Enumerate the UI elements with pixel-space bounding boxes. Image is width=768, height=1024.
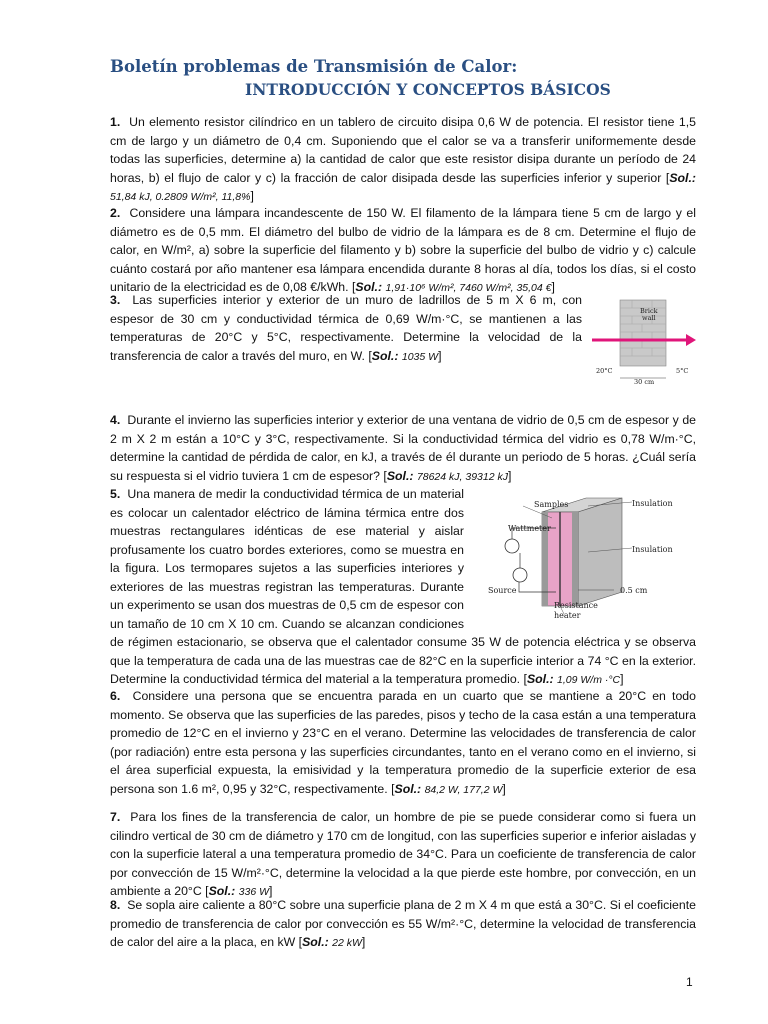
solution-value: 1,09 W/m ·°C [557,674,621,686]
problem-2: 2. Considere una lámpara incandescente de 150 W. El filamento de la lámpara tiene 5 cm de largo y el diámetro es de 0,5 mm. El diámetro del bulbo de vidrio de la lámpara es de 8 cm. Determine el flujo de calor, en W/m², a) sobre la superficie del filamento y b) sobre la superficie del bulbo de vidrio y c) calcule cuánto costará por año mantener esa lámpara encendida durante 8 horas al día, todos los días, si el costo unitario de la electricidad es de 0,08 €/kWh. [Sol.: 1,91·10⁶ W/m², 7460 W/m², 35,04 €] [110,206,696,294]
problem-text: Se sopla aire caliente a 80°C sobre una superficie plana de 2 m X 4 m que está a 30°C. Si el coeficiente promedio de transferencia de calor por convección es 55 W/m²·°C, determine la velocidad de transferencia de calor del aire a la placa, en kW [110,898,696,949]
solution-label: Sol.: [669,170,696,185]
brick-wall-figure [592,294,702,394]
problem-4: 4. Durante el invierno las superficies interior y exterior de una ventana de vidrio de 0,5 cm de espesor y de 2 m X 2 m están a 10°C y 3°C, respectivamente. Si la conductividad térmica del vidrio es 0,78 W/m·°C, determine la cantidad de pérdida de calor, en kJ, a través de él durante un periodo de 5 horas. ¿Cuál sería su respuesta si el vidrio tuviera 1 cm de espesor? [Sol.: 78624 kJ, 39312 kJ] [110,413,696,483]
problem-number: 6. [110,689,121,703]
wall-label: Brick [640,307,658,315]
problem-text: Durante el invierno las superficies interior y exterior de una ventana de vidrio de 0,5 cm de espesor y de 2 m X 2 m están a 10°C y 3°C, respectivamente. Si la conductividad térmica del vidrio es 0,78 W/m·°C, determine la cantidad de pérdida de calor, en kJ, a través de él durante un periodo de 5 horas. ¿Cuál sería su respuesta si el vidrio tuviera 1 cm de espesor? [110,413,696,483]
problem-number: 4. [110,413,121,427]
solution-value: 1035 W [401,350,439,363]
problem-7: 7. Para los fines de la transferencia de calor, un hombre de pie se puede considerar como si fuera un cilindro vertical de 30 cm de diámetro y 170 cm de longitud, con las superficies superior e inferior aisladas y con la superficie lateral a una temperatura promedio de 34°C. Para un coeficiente de transferencia de calor por convección de 15 W/m²·°C, determine la velocidad a la que pierde este hombre, por convección, en un ambiente a 20°C [Sol.: 336 W] [110,810,696,898]
problem-number: 8. [110,898,121,912]
temperature-right-label: 5°C [676,367,689,375]
problem-text: Un elemento resistor cilíndrico en un tablero de circuito disipa 0,6 W de potencia. El resistor tiene 1,5 cm de largo y un diámetro de 0,4 cm. Suponiendo que el calor se va a transferir uniformemente desde todas las superficies, determine a) la cantidad de calor que este resistor disipa durante un período de 24 horas, b) el flujo de calor y c) la fracción de calor disipada desde las superficies inferior y superior [110,115,696,185]
solution-value: 336 W [238,886,270,898]
temperature-left-label: 20°C [596,367,613,375]
problem-number: 3. [110,293,121,307]
solution-label: Sol.: [526,672,554,686]
document-subtitle: INTRODUCCIÓN Y CONCEPTOS BÁSICOS [245,80,611,99]
problem-number: 5. [110,487,121,501]
problem-text: Una manera de medir la conductividad térmica de un material es colocar un calentador eléctrico de lámina térmica entre dos muestras rectangulares idénticas de ese material y aislar profusamente los cuatro bordes exteriores, como se muestra en la figura. Los termopares sujetos a las superficies interiores y exteriores de las muestras registran las temperaturas. Durante un experimento se usan dos muestras de 0,5 cm de espesor con un tamaño de 10 cm X 10 cm. Cuando se alcanzan condiciones de régimen estacionario, se observa que el calentador consume 35 W de potencia eléctrica y se observa que la temperatura de cada una de las muestras cae de 82°C en la superficie interior a 74 °C en la exterior. Determine la conductividad térmica del material a la temperatura promedio. [110,487,696,686]
page-number: 1 [686,975,693,989]
solution-label: Sol.: [302,935,329,949]
problem-1: 1. Un elemento resistor cilíndrico en un tablero de circuito disipa 0,6 W de potencia. El resistor tiene 1,5 cm de largo y un diámetro de 0,4 cm. Suponiendo que el calor se va a transferir uniformemente desde todas las superficies, determine a) la cantidad de calor que este resistor disipa durante un período de 24 horas, b) el flujo de calor y c) la fracción de calor disipada desde las superficies inferior y superior [Sol.: 51,84 kJ, 0.2809 W/m², 11,8%] [110,115,696,203]
arrow-head [686,334,696,346]
problem-text: Considere una persona que se encuentra parada en un cuarto que se mantiene a 20°C en todo momento. Se observa que las superficies de las paredes, pisos y techo de la casa están a una temperatura promedio de 12°C en el invierno y 23°C en el verano. Determine las velocidades de transferencia de calor (por radiación) entre esta persona y las superficies circundantes, tanto en el verano como en el invierno, si el área superficial expuesta, la emisividad y la temperatura promedio de la superficie exterior de esa persona son 1.6 m², 0,95 y 32°C, respectivamente. [110,689,696,796]
thickness-label: 0.5 cm [620,586,648,595]
solution-label: Sol.: [371,348,399,363]
problem-8: 8. Se sopla aire caliente a 80°C sobre una superficie plana de 2 m X 4 m que está a 30°C. Si el coeficiente promedio de transferencia de calor por convección es 55 W/m²·°C, determine la velocidad de transferencia de calor del aire a la placa, en kW [Sol.: 22 kW] [110,898,696,949]
solution-value: 51,84 kJ, 0.2809 W/m², 11,8% [110,191,251,203]
solution-value: 22 kW [332,937,362,949]
solution-value: 1,91·10⁶ W/m², 7460 W/m², 35,04 € [385,282,552,294]
solution-label: Sol.: [208,884,236,898]
figure-float-space [464,485,696,627]
samples-label: Samples [534,500,569,509]
solution-value: 78624 kJ, 39312 kJ [416,470,508,483]
problem-number: 7. [110,810,121,824]
resistance-heater-label: heater [554,611,581,620]
problem-3: 3. Las superficies interior y exterior de un muro de ladrillos de 5 m X 6 m, con espesor de 30 cm y conductividad térmica de 0,69 W/m·°C, se mantienen a las temperaturas de 20°C y 5°C, respectivamente. Determine la velocidad de la transferencia de calor a través del muro, en W. [Sol.: 1035 W] [110,293,582,363]
solution-value: 84,2 W, 177,2 W [424,783,503,796]
solution-label: Sol.: [386,468,414,483]
problem-number: 2. [110,206,121,220]
resistance-heater-label: Resistance [554,601,598,610]
source-label: Source [488,586,517,595]
problem-text: Considere una lámpara incandescente de 150 W. El filamento de la lámpara tiene 5 cm de largo y el diámetro es de 0,5 mm. El diámetro del bulbo de vidrio de la lámpara es de 8 cm. Determine el flujo de calor, en W/m², a) sobre la superficie del filamento y b) sobre la superficie del bulbo de vidrio y c) calcule cuánto costará por año mantener esa lámpara encendida durante 8 horas al día, todos los días, si el costo unitario de la electricidad es de 0,08 €/kWh. [110,206,696,294]
problem-text: Las superficies interior y exterior de un muro de ladrillos de 5 m X 6 m, con espesor de 30 cm y conductividad térmica de 0,69 W/m·°C, se mantienen a las temperaturas de 20°C y 5°C, respectivamente. Determine la velocidad de la transferencia de calor a través del muro, en W. [110,293,582,363]
wattmeter-label: Wattmeter [508,524,551,533]
problem-6: 6. Considere una persona que se encuentra parada en un cuarto que se mantiene a 20°C en todo momento. Se observa que las superficies de las paredes, pisos y techo de la casa están a una temperatura promedio de 12°C en el invierno y 23°C en el verano. Determine las velocidades de transferencia de calor (por radiación) entre esta persona y las superficies circundantes, tanto en el verano como en el invierno, si el área superficial expuesta, la emisividad y la temperatura promedio de la superficie exterior de esa persona son 1.6 m², 0,95 y 32°C, respectivamente. [Sol.: 84,2 W, 177,2 W] [110,689,696,796]
document-title: Boletín problemas de Transmisión de Calor: [110,57,518,76]
wall-label: wall [642,314,656,322]
solution-label: Sol.: [355,280,383,294]
insulation-label: Insulation [632,545,673,554]
problem-text: Para los fines de la transferencia de calor, un hombre de pie se puede considerar como si fuera un cilindro vertical de 30 cm de diámetro y 170 cm de longitud, con las superficies superior e inferior aisladas y con la superficie lateral a una temperatura promedio de 34°C. Para un coeficiente de transferencia de calor por convección de 15 W/m²·°C, determine la velocidad a la que pierde este hombre, por convección, en un ambiente a 20°C [110,810,696,898]
problem-number: 1. [110,115,121,129]
solution-label: Sol.: [394,781,422,796]
problem-5: 5. Una manera de medir la conductividad térmica de un material es colocar un calentador eléctrico de lámina térmica entre dos muestras rectangulares idénticas de ese material y aislar profusamente los cuatro bordes exteriores, como se muestra en la figura. Los termopares sujetos a las superficies interiores y exteriores de las muestras registran las temperaturas. Durante un experimento se usan dos muestras de 0,5 cm de espesor con un tamaño de 10 cm X 10 cm. Cuando se alcanzan condiciones de régimen estacionario, se observa que el calentador consume 35 W de potencia eléctrica y se observa que la temperatura de cada una de las muestras cae de 82°C en la superficie interior a 74 °C en la exterior. Determine la conductividad térmica del material a la temperatura promedio. [Sol.: 1,09 W/m ·°C] [110,487,696,686]
thickness-label: 30 cm [634,378,655,386]
insulation-label: Insulation [632,499,673,508]
